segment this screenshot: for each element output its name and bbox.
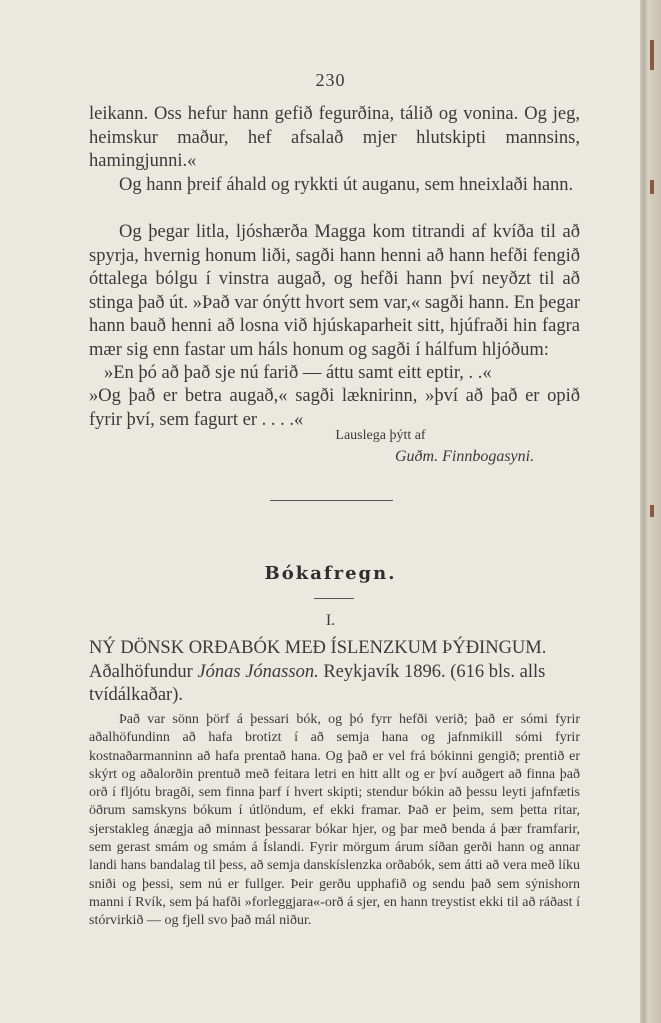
review-text — [89, 711, 580, 931]
divider-rule — [314, 598, 354, 599]
paragraph: leikann. Oss hefur hann gefið fegurðina, tálið og vonina. Og jeg, heimskur maður, hef afsalað mjer hlutskipti mannsins, hamingjunni.« — [89, 104, 580, 172]
entry-details: Reykjavík 1896. (616 bls. alls tvídálkaðar). — [89, 661, 546, 706]
translator-note: Lauslega þýtt af — [335, 428, 426, 443]
entry-heading: NÝ DÖNSK ORÐABÓK MEÐ ÍSLENZKUM ÞÝÐINGUM. — [89, 638, 547, 658]
edge-mark — [650, 40, 654, 70]
edge-mark — [650, 505, 654, 517]
paragraph — [89, 221, 580, 363]
review-body: Það var sönn þörf á þessari bók, og þó fyrr hefði verið; það er sómi fyrir aðalhöfundinn að hafa brotizt í að semja hana og jafnmikill sómi fyrir kostnaðarmanninn að hafa prentað hana. Og það er vel frá bókinni gengið; prentið er skýrt og aðalorðin prentuð með feitara letri en hitt allt og er því auðgert að finna það orð í fljótu bragði, sem finna þarf í hvert skipti; stendur bókin að þessu leyti jafnfætis öðrum samskyns bókum í útlöndum, ef ekki framar. Það er þeim, sem þetta ritar, sjerstakleg ánægja að minnast þessarar bókar hjer, og þar með benda á þær framfarir, sem gerast smám og smám á Íslandi. Fyrir mörgum árum síðan gerði hann og annar landi hans bandalag til þess, að semja danskíslenzka orðabók, sem átti að vera með líku sniði og þessi, sem nú er fullger. Þeir gerðu upphafið og sendu það sem sýnishorn manni í Rvík, sem þá hafði »forleggjara«-orð á sjer, en hann treystist ekki til að ráðast í stórvirkið — og fjell svo það mál niður. — [89, 712, 580, 929]
paragraph — [89, 362, 580, 386]
paragraph-text: Og hann þreif áhald og rykkti út auganu, sem hneixlaði hann. — [119, 175, 574, 195]
page-number: 230 — [315, 70, 346, 90]
paragraph: »Og það er betra augað,« sagði læknirinn, »því að það er opið fyrir því, sem fagurt er . . . .« — [89, 386, 580, 430]
paragraph-text: »En þó að það sje nú farið — áttu samt eitt eptir, . .« — [104, 363, 492, 383]
section-numeral: I. — [325, 612, 336, 629]
paragraph — [89, 174, 580, 198]
translator-name: Guðm. Finnbogasyni. — [395, 448, 535, 465]
edge-mark — [650, 180, 654, 194]
entry-author-prefix: Aðalhöfundur — [89, 661, 193, 682]
book-entry — [89, 637, 580, 708]
section-title: Bókafregn. — [264, 563, 397, 584]
paragraph-text: Og þegar litla, ljóshærða Magga kom titrandi af kvíða til að spyrja, hvernig honum liði, sagði hann henni að hann hefði fengið óttalega bólgu í vinstra augað, og hefði hann því neyðzt til að stinga það út. »Það var ónýtt hvort sem var,« sagði hann. En þegar hann bauð henni að losna við hjúskaparheit sitt, hjúfraði hin fagra mær sig enn fastar um háls honum og sagði í hálfum hljóðum: — [89, 222, 580, 360]
divider-rule — [270, 500, 393, 501]
entry-author: Jónas Jónasson. — [197, 661, 319, 682]
